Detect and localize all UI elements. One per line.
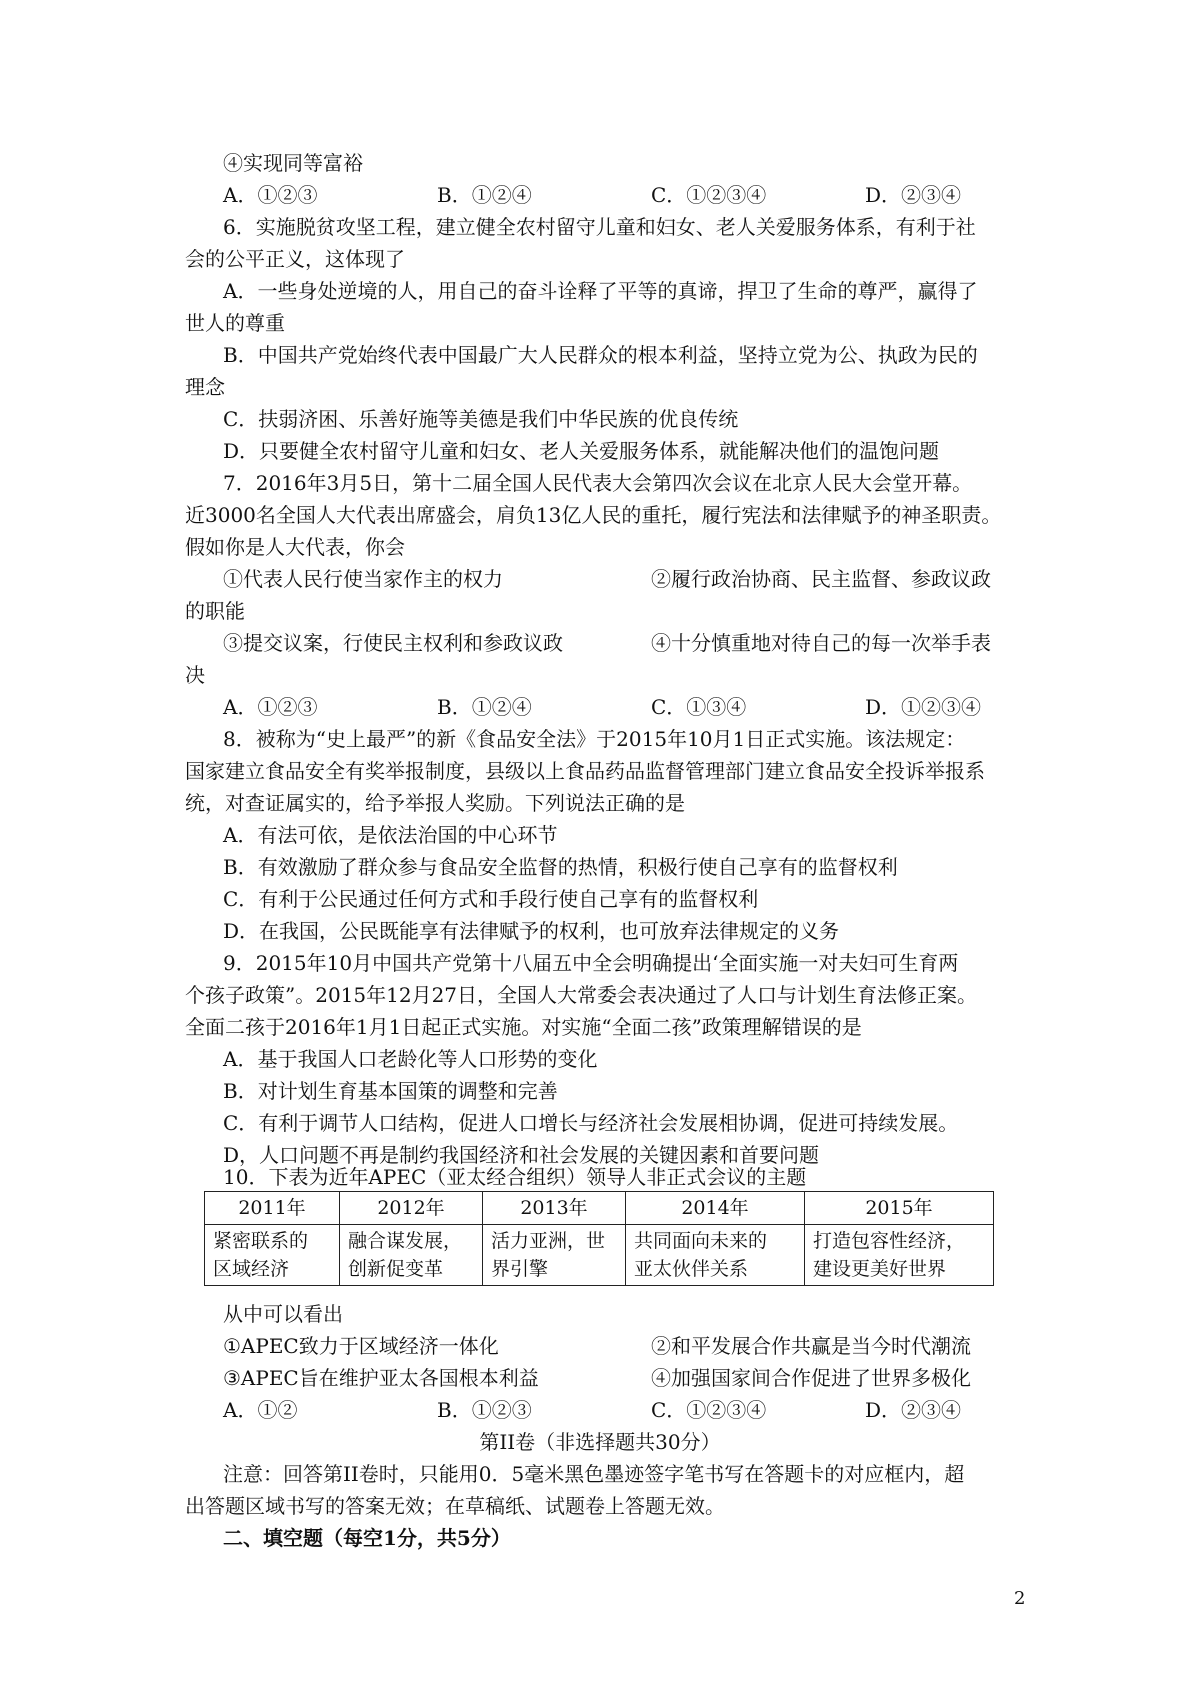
q8-option-d: D．在我国，公民既能享有法律赋予的权利，也可放弃法律规定的义务 bbox=[223, 919, 840, 943]
section-heading: 二、填空题（每空1分，共5分） bbox=[223, 1526, 511, 1550]
table-header-cell: 2013年 bbox=[483, 1192, 626, 1225]
q7-item2: ②履行政治协商、民主监督、参政议政 bbox=[651, 567, 991, 591]
q7-item4: ④十分慎重地对待自己的每一次举手表 bbox=[651, 631, 991, 655]
q8-option-b: B．有效激励了群众参与食品安全监督的热情，积极行使自己享有的监督权利 bbox=[223, 855, 898, 879]
q7-option-c: C．①③④ bbox=[651, 695, 747, 719]
part2-note-cont: 出答题区域书写的答案无效；在草稿纸、试题卷上答题无效。 bbox=[185, 1494, 725, 1518]
table-cell: 融合谋发展， 创新促变革 bbox=[340, 1225, 483, 1286]
q6-stem-cont: 会的公平正义，这体现了 bbox=[185, 247, 405, 271]
table-cell: 紧密联系的 区域经济 bbox=[205, 1225, 340, 1286]
table-header-cell: 2015年 bbox=[805, 1192, 994, 1225]
q7-item1: ①代表人民行使当家作主的权力 bbox=[223, 567, 503, 591]
q10-item2: ②和平发展合作共赢是当今时代潮流 bbox=[651, 1334, 971, 1358]
page-number: 2 bbox=[1014, 1588, 1026, 1609]
q5-option-d: D．②③④ bbox=[865, 183, 962, 207]
table-cell: 共同面向未来的 亚太伙伴关系 bbox=[626, 1225, 805, 1286]
table-header-cell: 2014年 bbox=[626, 1192, 805, 1225]
q6-option-d: D．只要健全农村留守儿童和妇女、老人关爱服务体系，就能解决他们的温饱问题 bbox=[223, 439, 940, 463]
table-header-row bbox=[205, 1192, 994, 1225]
q10-lead: 从中可以看出 bbox=[223, 1302, 343, 1326]
q9-option-b: B．对计划生育基本国策的调整和完善 bbox=[223, 1079, 558, 1103]
q8-stem-cont-2: 统，对查证属实的，给予举报人奖励。下列说法正确的是 bbox=[185, 791, 685, 815]
q7-item3: ③提交议案，行使民主权利和参政议政 bbox=[223, 631, 563, 655]
q5-option-b: B．①②④ bbox=[437, 183, 532, 207]
q6-option-b: B．中国共产党始终代表中国最广大人民群众的根本利益，坚持立党为公、执政为民的 bbox=[223, 343, 978, 367]
q7-stem-cont-1: 近3000名全国人大代表出席盛会，肩负13亿人民的重托，履行宪法和法律赋予的神圣职责。 bbox=[185, 503, 1002, 527]
q9-stem: 9．2015年10月中国共产党第十八届五中全会明确提出‘全面实施一对夫妇可生育两 bbox=[223, 951, 959, 975]
q6-stem: 6．实施脱贫攻坚工程，建立健全农村留守儿童和妇女、老人关爱服务体系，有利于社 bbox=[223, 215, 976, 239]
q8-option-a: A．有法可依，是依法治国的中心环节 bbox=[223, 823, 558, 847]
part2-title: 第II卷（非选择题共30分） bbox=[479, 1430, 721, 1454]
q10-item3: ③APEC旨在维护亚太各国根本利益 bbox=[223, 1366, 539, 1390]
q9-stem-cont-2: 全面二孩于2016年1月1日起正式实施。对实施“全面二孩”政策理解错误的是 bbox=[185, 1015, 862, 1039]
table-cell: 打造包容性经济， 建设更美好世界 bbox=[805, 1225, 994, 1286]
q6-option-a-cont: 世人的尊重 bbox=[185, 311, 285, 335]
table-cell: 活力亚洲，世 界引擎 bbox=[483, 1225, 626, 1286]
apec-theme-table bbox=[204, 1191, 994, 1286]
q5-option-a: A．①②③ bbox=[223, 183, 318, 207]
q7-item2-cont: 的职能 bbox=[185, 599, 245, 623]
q7-stem-cont-2: 假如你是人大代表，你会 bbox=[185, 535, 405, 559]
q9-option-d: D，人口问题不再是制约我国经济和社会发展的关键因素和首要问题 bbox=[223, 1143, 820, 1167]
q10-option-b: B．①②③ bbox=[437, 1398, 532, 1422]
q6-option-b-cont: 理念 bbox=[185, 375, 225, 399]
q10-option-a: A．①② bbox=[223, 1398, 298, 1422]
q8-stem-cont-1: 国家建立食品安全有奖举报制度，县级以上食品药品监督管理部门建立食品安全投诉举报系 bbox=[185, 759, 985, 783]
q10-option-c: C．①②③④ bbox=[651, 1398, 767, 1422]
q6-option-c: C．扶弱济困、乐善好施等美德是我们中华民族的优良传统 bbox=[223, 407, 739, 431]
q7-option-d: D．①②③④ bbox=[865, 695, 982, 719]
table-header-cell: 2011年 bbox=[205, 1192, 340, 1225]
q10-item1: ①APEC致力于区域经济一体化 bbox=[223, 1334, 499, 1358]
q8-option-c: C．有利于公民通过任何方式和手段行使自己享有的监督权利 bbox=[223, 887, 759, 911]
q5-option-c: C．①②③④ bbox=[651, 183, 767, 207]
q7-stem: 7．2016年3月5日，第十二届全国人民代表大会第四次会议在北京人民大会堂开幕。 bbox=[223, 471, 973, 495]
q10-stem: 10．下表为近年APEC（亚太经合组织）领导人非正式会议的主题 bbox=[223, 1165, 807, 1189]
q8-stem: 8．被称为“史上最严”的新《食品安全法》于2015年10月1日正式实施。该法规定： bbox=[223, 727, 966, 751]
q9-option-a: A．基于我国人口老龄化等人口形势的变化 bbox=[223, 1047, 598, 1071]
q9-stem-cont-1: 个孩子政策”。2015年12月27日，全国人大常委会表决通过了人口与计划生育法修正案。 bbox=[185, 983, 978, 1007]
q7-option-b: B．①②④ bbox=[437, 695, 532, 719]
table-header-cell: 2012年 bbox=[340, 1192, 483, 1225]
q5-item4: ④实现同等富裕 bbox=[223, 151, 363, 175]
q6-option-a: A．一些身处逆境的人，用自己的奋斗诠释了平等的真谛，捍卫了生命的尊严，赢得了 bbox=[223, 279, 978, 303]
q9-option-c: C．有利于调节人口结构，促进人口增长与经济社会发展相协调，促进可持续发展。 bbox=[223, 1111, 959, 1135]
q10-option-d: D．②③④ bbox=[865, 1398, 962, 1422]
q10-item4: ④加强国家间合作促进了世界多极化 bbox=[651, 1366, 971, 1390]
q7-item4-cont: 决 bbox=[185, 663, 205, 687]
part2-note: 注意：回答第II卷时，只能用0．5毫米黑色墨迹签字笔书写在答题卡的对应框内，超 bbox=[223, 1462, 965, 1486]
table-row bbox=[205, 1225, 994, 1286]
q7-option-a: A．①②③ bbox=[223, 695, 318, 719]
